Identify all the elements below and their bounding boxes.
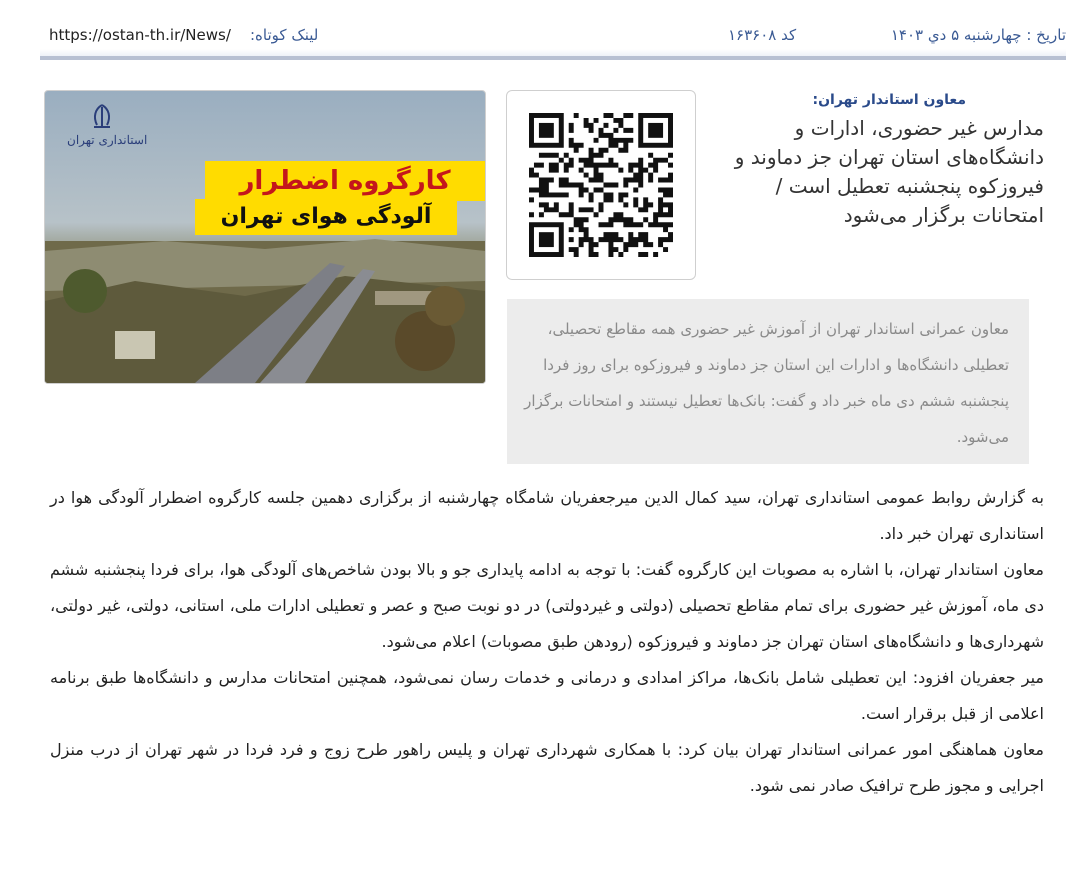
- body-paragraph: به گزارش روابط عمومی استانداری تهران، سید کمال الدین میرجعفریان شامگاه چهارشنبه از برگزاری دهمین جلسه کارگروه اضطرار آلودگی هوا در استانداری تهران خبر داد.: [50, 488, 1044, 543]
- publish-date: تاریخ : چهارشنبه ۵ دي ۱۴۰۳: [890, 26, 1066, 44]
- short-link-url[interactable]: https://ostan-th.ir/News/: [49, 26, 231, 44]
- iran-emblem-icon: [85, 103, 119, 129]
- body-paragraph: میر جعفریان افزود: این تعطیلی شامل بانک‌ها، مراکز امدادی و درمانی و خدمات رسان نمی‌شود، همچنین امتحانات مدارس و دانشگاه‌ها طبق برنامه اعلامی از قبل برقرار است.: [50, 668, 1044, 723]
- article-lead: معاون عمرانی استاندار تهران از آموزش غیر حضوری همه مقاطع تحصیلی، تعطیلی دانشگاه‌ها و ادارات این استان جز دماوند و فیروزکوه برای روز فردا پنجشنبه ششم دی ماه خبر داد و گفت: بانک‌ها تعطیل نیستند و امتحانات برگزار می‌شود.: [507, 299, 1029, 464]
- article-supertitle: معاون استاندار تهران:: [812, 92, 966, 108]
- body-paragraph: معاون استاندار تهران، با اشاره به مصوبات این کارگروه گفت: با توجه به ادامه پایداری جو و بالا بودن شاخص‌های آلودگی هوا، برای فردا پنجشنبه ششم دی ماه، آموزش غیر حضوری برای تمام مقاطع تحصیلی (دولتی و غیردولتی) در دو نوبت صبح و عصر و تعطیلی ادارات ملی، استانی، دولتی، غیر دولتی، شهرداری‌ها و دانشگاه‌های استان تهران جز دماوند و فیروزکوه (رودهن طبق مصوبات) اعلام می‌شود.: [50, 560, 1044, 651]
- banner-line-1: کارگروه اضطرار: [205, 161, 485, 201]
- body-paragraph: معاون هماهنگی امور عمرانی استاندار تهران بیان کرد: با همکاری شهرداری تهران و پلیس راهور طرح زوج و فرد فردا در شهر تهران از درب منزل اجرایی و مجوز طرح ترافیک صادر نمی شود.: [50, 740, 1044, 795]
- banner-line-2: آلودگی هوای تهران: [195, 199, 457, 235]
- article-meta-bar: [40, 22, 1066, 60]
- article-image: [44, 90, 486, 384]
- qr-code-box[interactable]: [506, 90, 696, 280]
- short-link-label: لینک کوتاه:: [250, 26, 319, 44]
- article-body: [50, 480, 1044, 804]
- governorate-logo-text: استانداری تهران: [67, 133, 148, 147]
- qr-code-icon: [529, 113, 673, 257]
- news-code: کد ۱۶۳۶۰۸: [728, 26, 797, 44]
- article-headline: مدارس غیر حضوری، ادارات و دانشگاه‌های استان تهران جز دماوند و فیروزکوه پنجشنبه تعطیل است / امتحانات برگزار می‌شود: [734, 116, 1044, 227]
